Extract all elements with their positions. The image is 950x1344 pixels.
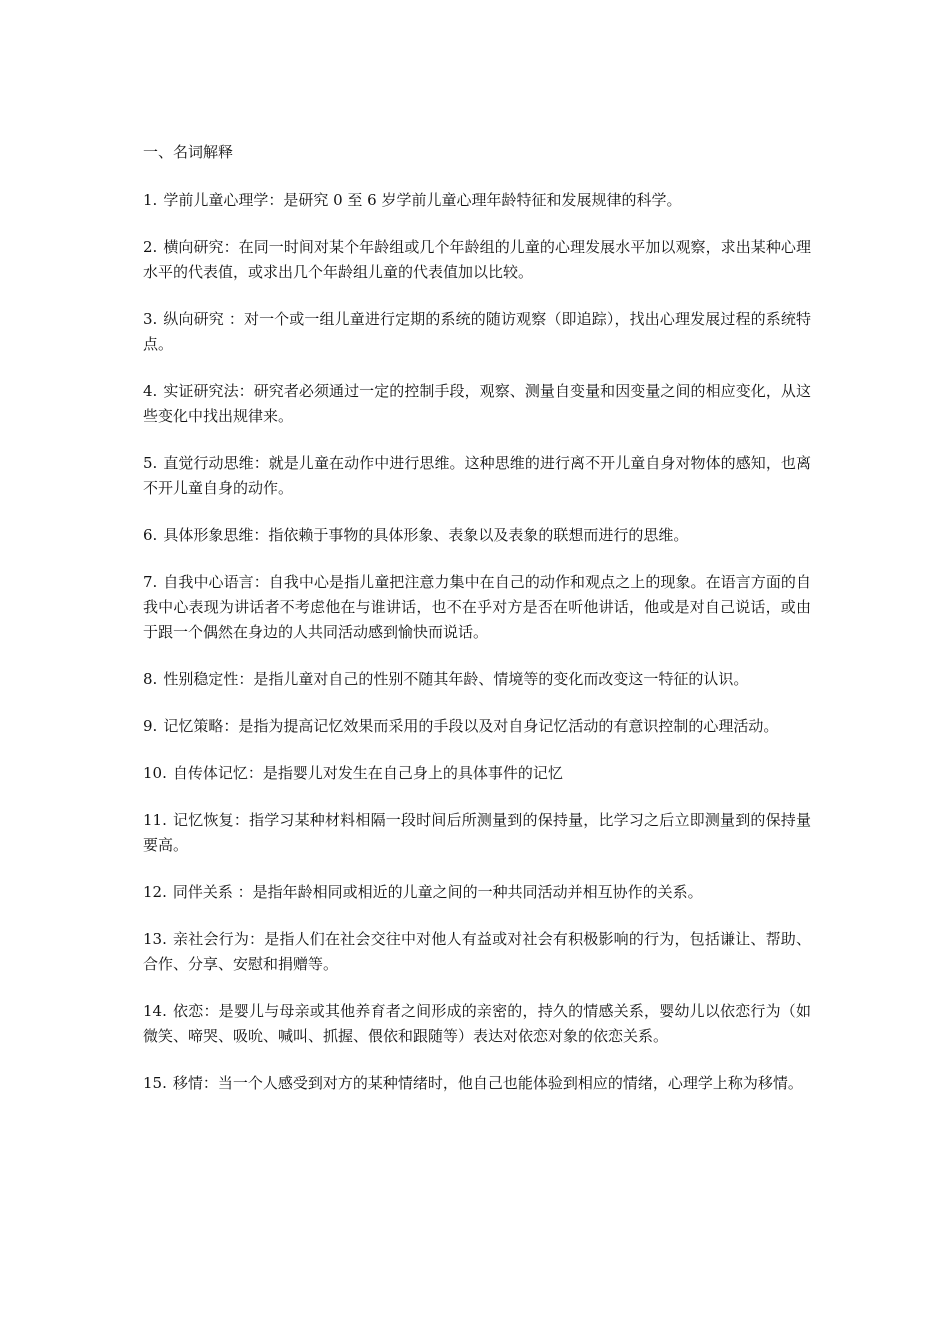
entry-text: 移情：当一个人感受到对方的某种情绪时，他自己也能体验到相应的情绪，心理学上称为移情。 <box>172 1074 803 1092</box>
entry-text: 自传体记忆：是指婴儿对发生在自己身上的具体事件的记忆 <box>172 764 563 782</box>
section-title: 一、名词解释 <box>143 143 234 161</box>
entry-text: 亲社会行为：是指人们在社会交往中对他人有益或对社会有积极影响的行为，包括谦让、帮助、合作、分享、安慰和捐赠等。 <box>143 930 811 973</box>
definition-entry-6 <box>143 523 811 548</box>
entry-number: 5. <box>143 454 158 472</box>
definition-entry-11 <box>143 808 811 858</box>
entry-number: 12. <box>143 883 167 901</box>
definition-entry-8 <box>143 667 811 692</box>
entry-text: 直觉行动思维：就是儿童在动作中进行思维。这种思维的进行离不开儿童自身对物体的感知，也离不开儿童自身的动作。 <box>143 454 811 497</box>
entry-number: 14. <box>143 1002 167 1020</box>
entry-number: 4. <box>143 382 158 400</box>
entry-text: 自我中心语言：自我中心是指儿童把注意力集中在自己的动作和观点之上的现象。在语言方面的自我中心表现为讲话者不考虑他在与谁讲话，也不在乎对方是否在听他讲话，他或是对自己说话，或由于跟一个偶然在身边的人共同活动感到愉快而说话。 <box>143 573 811 641</box>
entry-number: 10. <box>143 764 167 782</box>
entry-number: 1. <box>143 191 158 209</box>
entry-text: 具体形象思维：指依赖于事物的具体形象、表象以及表象的联想而进行的思维。 <box>163 526 689 544</box>
definition-entry-15 <box>143 1071 811 1096</box>
entry-text: 同伴关系 ：是指年龄相同或相近的儿童之间的一种共同活动并相互协作的关系。 <box>172 883 703 901</box>
entry-text: 性别稳定性：是指儿童对自己的性别不随其年龄、情境等的变化而改变这一特征的认识。 <box>163 670 749 688</box>
entry-number: 11. <box>143 811 167 829</box>
entry-number: 3. <box>143 310 158 328</box>
entry-number: 7. <box>143 573 158 591</box>
entry-number: 8. <box>143 670 158 688</box>
definition-entry-9 <box>143 714 811 739</box>
entry-text: 记忆恢复：指学习某种材料相隔一段时间后所测量到的保持量，比学习之后立即测量到的保持量要高。 <box>143 811 811 854</box>
document-page <box>143 140 811 1118</box>
entry-text: 依恋：是婴儿与母亲或其他养育者之间形成的亲密的，持久的情感关系，婴幼儿以依恋行为（如微笑、啼哭、吸吮、喊叫、抓握、偎依和跟随等）表达对依恋对象的依恋关系。 <box>143 1002 811 1045</box>
entry-text: 学前儿童心理学：是研究 0 至 6 岁学前儿童心理年龄特征和发展规律的科学。 <box>163 191 682 209</box>
definition-entry-10 <box>143 761 811 786</box>
entry-number: 9. <box>143 717 158 735</box>
definition-entry-5 <box>143 451 811 501</box>
definition-entry-4 <box>143 379 811 429</box>
definition-entry-14 <box>143 999 811 1049</box>
entry-number: 2. <box>143 238 158 256</box>
definition-entry-1 <box>143 188 811 213</box>
definition-entry-12 <box>143 880 811 905</box>
definition-entry-13 <box>143 927 811 977</box>
definition-entry-7 <box>143 570 811 645</box>
definition-entry-2 <box>143 235 811 285</box>
entry-number: 6. <box>143 526 158 544</box>
entry-text: 记忆策略：是指为提高记忆效果而采用的手段以及对自身记忆活动的有意识控制的心理活动。 <box>163 717 779 735</box>
entry-text: 实证研究法：研究者必须通过一定的控制手段，观察、测量自变量和因变量之间的相应变化，从这些变化中找出规律来。 <box>143 382 811 425</box>
definition-entry-3 <box>143 307 811 357</box>
entry-text: 纵向研究 ：对一个或一组儿童进行定期的系统的随访观察（即追踪），找出心理发展过程的系统特点。 <box>143 310 811 353</box>
entry-number: 15. <box>143 1074 167 1092</box>
entry-text: 横向研究：在同一时间对某个年龄组或几个年龄组的儿童的心理发展水平加以观察，求出某种心理水平的代表值，或求出几个年龄组儿童的代表值加以比较。 <box>143 238 811 281</box>
entry-number: 13. <box>143 930 167 948</box>
